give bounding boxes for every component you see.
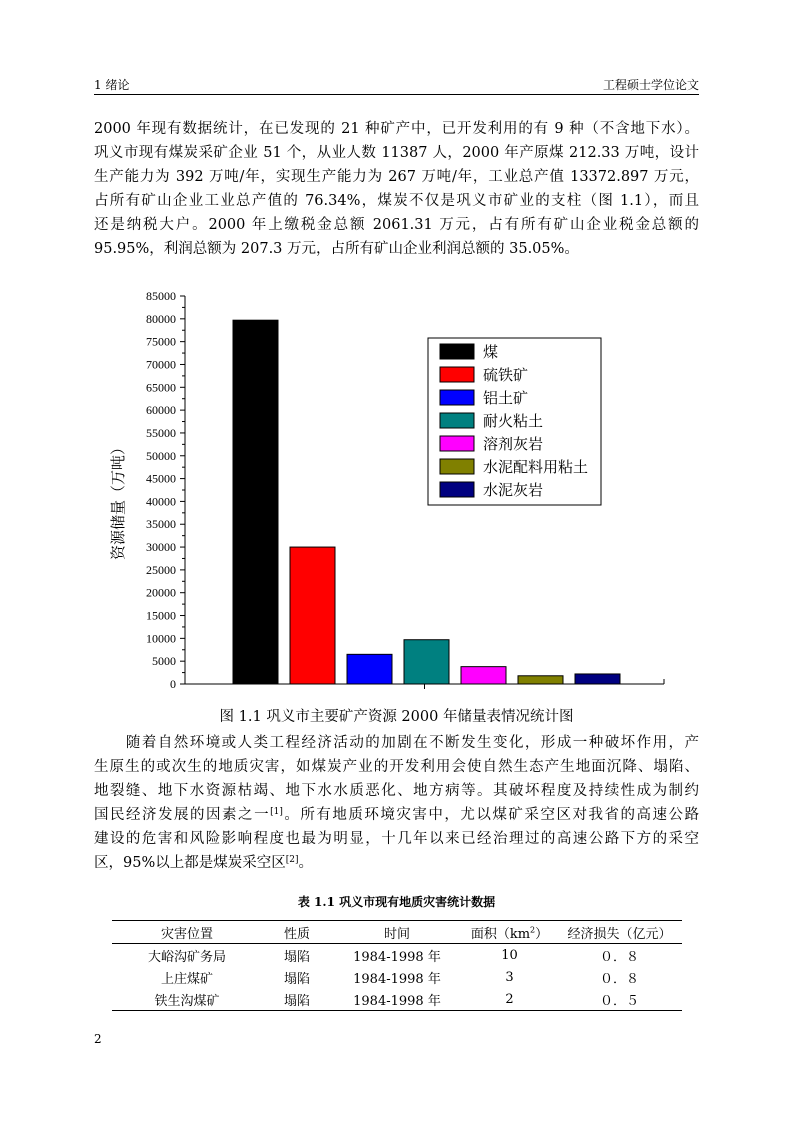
y-tick-label: 5000 bbox=[152, 654, 176, 669]
y-tick-label: 40000 bbox=[146, 494, 176, 509]
table-header-row bbox=[112, 921, 682, 944]
table-cell: 1984-1998 年 bbox=[353, 993, 441, 1009]
bar bbox=[233, 320, 278, 684]
y-tick-label: 70000 bbox=[146, 357, 176, 372]
paragraph-line: 生原生的或次生的地质灾害，如煤炭产业的开发利用会使自然生态产生地面沉降、塌陷、 bbox=[94, 759, 699, 775]
y-tick-label: 15000 bbox=[146, 608, 176, 623]
legend-label: 水泥灰岩 bbox=[483, 481, 544, 499]
paragraph-line: 95.95%，利润总额为 207.3 万元，占所有矿山企业利润总额的 35.05%。 bbox=[94, 241, 579, 257]
paragraph-line: 随着自然环境或人类工程经济活动的加剧在不断发生变化，形成一种破坏作用，产 bbox=[94, 735, 699, 751]
legend-label: 水泥配料用粘土 bbox=[483, 458, 589, 476]
y-tick-label: 80000 bbox=[146, 311, 176, 326]
bar bbox=[347, 654, 392, 684]
y-tick-label: 35000 bbox=[146, 517, 176, 532]
paragraph-line: 建设的危害和风险影响程度也最为明显，十几年以来已经治理过的高速公路下方的采空 bbox=[94, 831, 699, 847]
table-row bbox=[112, 944, 682, 967]
y-tick-label: 50000 bbox=[146, 448, 176, 463]
bar bbox=[404, 640, 449, 684]
paragraph-line: 占所有矿山企业工业总产值的 76.34%，煤炭不仅是巩义市矿业的支柱（图 1.1），而且 bbox=[94, 193, 699, 209]
column-header: 经济损失（亿元） bbox=[557, 921, 682, 944]
legend-label: 铝土矿 bbox=[483, 389, 529, 407]
table-cell: 2 bbox=[505, 991, 514, 1007]
legend-label: 硫铁矿 bbox=[483, 366, 529, 384]
y-tick-label: 45000 bbox=[146, 471, 176, 486]
table-cell: ０．８ bbox=[599, 971, 639, 987]
bar bbox=[290, 547, 335, 684]
legend-label: 溶剂灰岩 bbox=[483, 435, 544, 453]
table-cell: 1984-1998 年 bbox=[353, 949, 441, 965]
column-header: 时间 bbox=[332, 921, 462, 944]
table-cell: 塌陷 bbox=[283, 949, 310, 965]
table-cell: 10 bbox=[501, 947, 518, 963]
bar bbox=[575, 674, 620, 684]
hazard-table bbox=[112, 920, 682, 1011]
bar bbox=[518, 676, 563, 684]
table-cell: 3 bbox=[505, 969, 514, 985]
y-tick-label: 55000 bbox=[146, 425, 176, 440]
bar bbox=[461, 667, 506, 684]
legend-swatch bbox=[440, 459, 474, 474]
paragraph-line: 2000 年现有数据统计，在已发现的 21 种矿产中，已开发利用的有 9 种（不含地下水）。 bbox=[94, 121, 699, 137]
column-header: 灾害位置 bbox=[112, 921, 262, 944]
chart-y-axis-label: 资源储量（万吨） bbox=[109, 439, 127, 561]
figure-caption: 图 1.1 巩义市主要矿产资源 2000 年储量表情况统计图 bbox=[219, 709, 574, 725]
paragraph-line: 国民经济发展的因素之一[1]。所有地质环境灾害中，尤以煤矿采空区对我省的高速公路 bbox=[94, 807, 700, 823]
paragraph-line: 地裂缝、地下水资源枯竭、地下水水质恶化、地方病等。其破坏程度及持续性成为制约 bbox=[94, 783, 699, 799]
page-number: 2 bbox=[94, 1032, 102, 1046]
table-cell: 塌陷 bbox=[283, 971, 310, 987]
y-tick-label: 25000 bbox=[146, 562, 176, 577]
y-tick-label: 85000 bbox=[146, 289, 176, 303]
legend-swatch bbox=[440, 413, 474, 428]
table-cell: 1984-1998 年 bbox=[353, 971, 441, 987]
paragraph-geological-hazards bbox=[94, 731, 699, 875]
chart-legend bbox=[428, 338, 601, 505]
y-tick-label: 60000 bbox=[146, 403, 176, 418]
legend-swatch bbox=[440, 482, 474, 497]
y-tick-label: 10000 bbox=[146, 631, 176, 646]
paragraph-line: 还是纳税大户。2000 年上缴税金总额 2061.31 万元，占有所有矿山企业税金总额的 bbox=[94, 217, 699, 233]
column-header: 面积$(km^2)$ bbox=[462, 921, 557, 944]
reserves-bar-chart bbox=[98, 282, 678, 692]
table-cell: ０．５ bbox=[599, 993, 639, 1009]
paragraph-line: 巩义市现有煤炭采矿企业 51 个，从业人数 11387 人，2000 年产原煤 212.33 万吨，设计 bbox=[94, 145, 699, 161]
paragraph-line: 区，95%以上都是煤炭采空区[2]。 bbox=[94, 855, 313, 871]
legend-label: 煤 bbox=[483, 343, 499, 361]
legend-swatch bbox=[440, 367, 474, 382]
citation-ref[interactable]: [2] bbox=[285, 855, 299, 865]
legend-label: 耐火粘土 bbox=[483, 412, 544, 430]
table-row bbox=[112, 988, 682, 1011]
paragraph-mining-stats bbox=[94, 117, 699, 261]
y-tick-label: 20000 bbox=[146, 585, 176, 600]
table-cell: 塌陷 bbox=[283, 993, 310, 1009]
y-tick-label: 30000 bbox=[146, 540, 176, 555]
table-caption: 表 1.1 巩义市现有地质灾害统计数据 bbox=[297, 895, 496, 909]
y-tick-label: 75000 bbox=[146, 334, 176, 349]
table-cell: 大峪沟矿务局 bbox=[147, 949, 226, 965]
y-tick-label: 0 bbox=[170, 677, 176, 691]
table-cell: ０．８ bbox=[599, 949, 639, 965]
column-header: 性质 bbox=[262, 921, 332, 944]
header-chapter: 1 绪论 bbox=[94, 78, 130, 92]
y-tick-label: 65000 bbox=[146, 380, 176, 395]
page-header bbox=[94, 76, 699, 95]
citation-ref[interactable]: [1] bbox=[270, 807, 283, 817]
table-row bbox=[112, 966, 682, 988]
paragraph-line: 生产能力为 392 万吨/年，实现生产能力为 267 万吨/年，工业总产值 13372.897 万元， bbox=[94, 169, 699, 185]
legend-swatch bbox=[440, 344, 474, 359]
legend-swatch bbox=[440, 436, 474, 451]
legend-swatch bbox=[440, 390, 474, 405]
table-cell: 上庄煤矿 bbox=[160, 971, 213, 987]
table-cell: 铁生沟煤矿 bbox=[154, 993, 220, 1009]
header-thesis-type: 工程硕士学位论文 bbox=[602, 78, 699, 92]
